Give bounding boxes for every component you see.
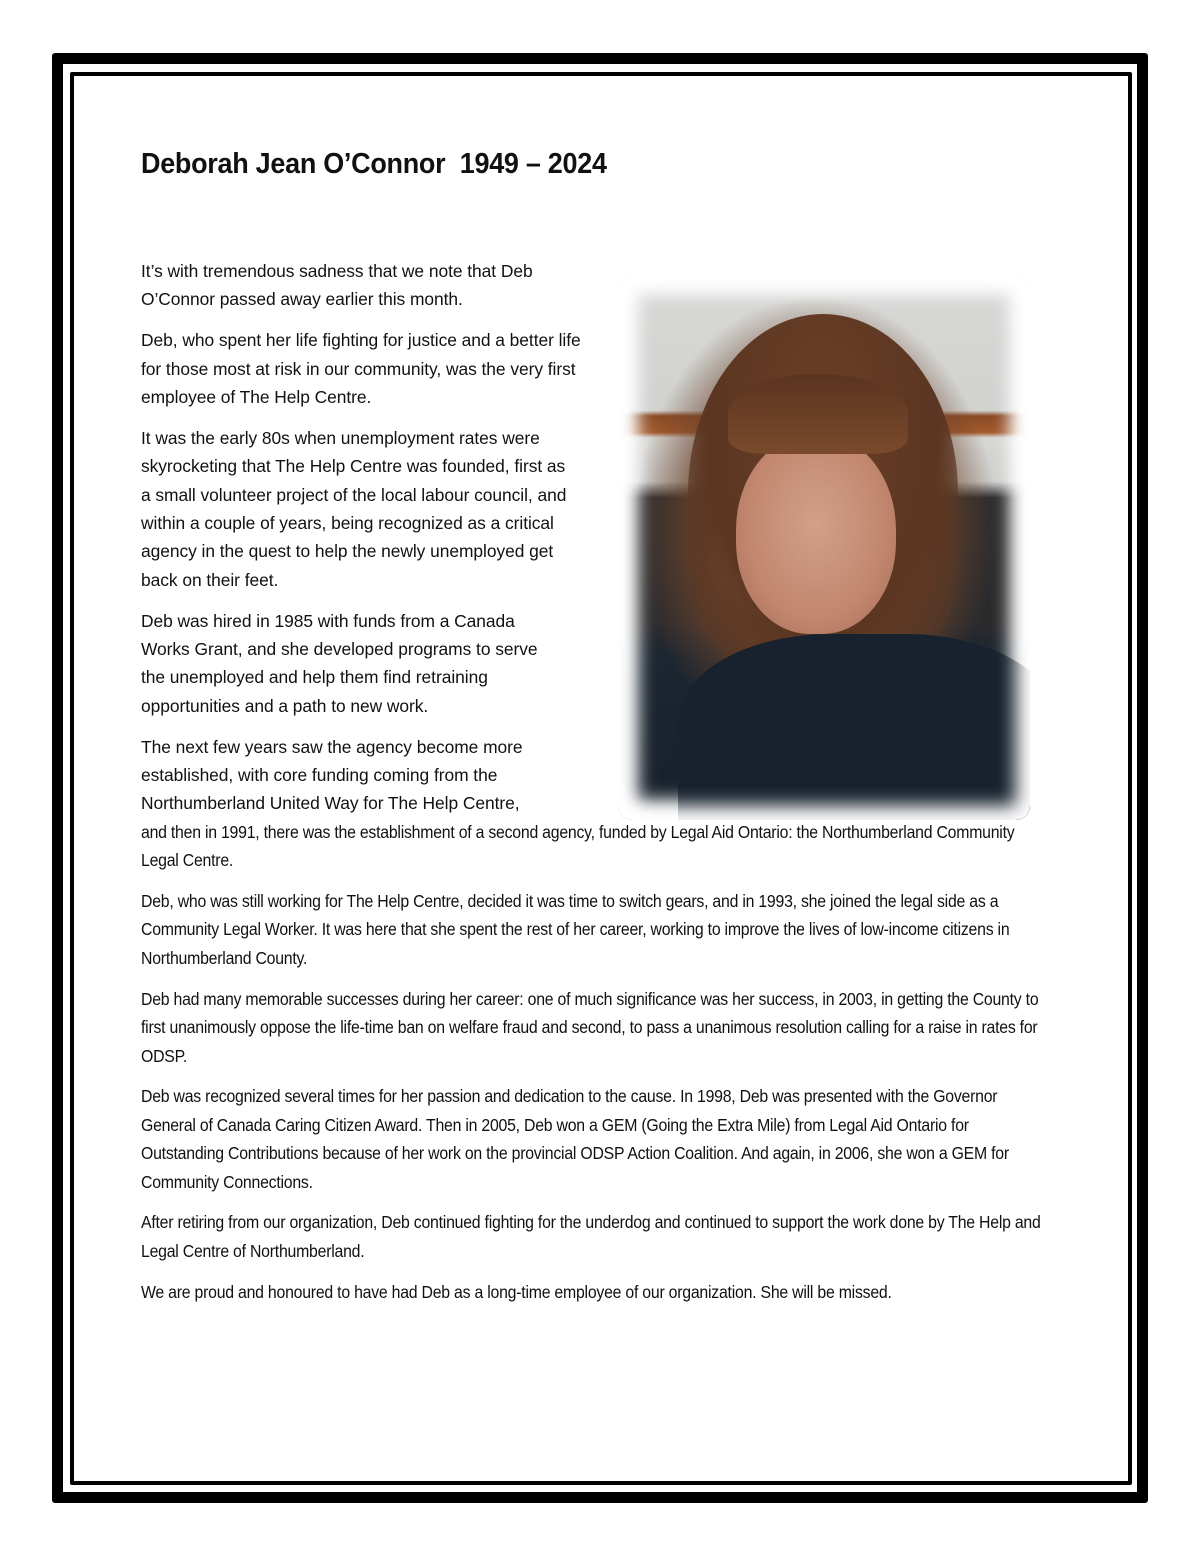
paragraph-awards: Deb was recognized several times for her passion and dedication to the cause. In 1998, Deb was presented with the Governor General of Canada Caring Citizen Award. Then in 2005, Deb won a GEM (Going the Extra Mile) from Legal Aid Ontario for Outstanding Contributions because of her work on the provincial ODSP Action Coalition. And again, in 2006, she won a GEM for Community Connections. bbox=[141, 1086, 1009, 1192]
paragraph-intro: It’s with tremendous sadness that we note that Deb O’Connor passed away earlier this month. bbox=[141, 261, 533, 310]
paragraph-agency-growth-start: The next few years saw the agency become more established, with core funding coming from the Northumberland United Way for The Help Centre, bbox=[141, 736, 523, 814]
full-width-paragraphs bbox=[141, 818, 1053, 1306]
paragraph-retirement: After retiring from our organization, Deb continued fighting for the underdog and continued to support the work done by The Help and Legal Centre of Northumberland. bbox=[141, 1212, 1041, 1261]
paragraph-first-employee: Deb, who spent her life fighting for justice and a better life for those most at risk in our community, was the very first employee of The Help Centre. bbox=[141, 330, 581, 408]
memorial-body bbox=[141, 257, 1053, 1318]
paragraph-successes: Deb had many memorable successes during her career: one of much significance was her success, in 2003, in getting the County to first unanimously oppose the life-time ban on welfare fraud and second, to pass a unanimous resolution calling for a raise in rates for ODSP. bbox=[141, 988, 1039, 1066]
paragraph-legal-worker: Deb, who was still working for The Help Centre, decided it was time to switch gears, and in 1993, she joined the legal side as a Community Legal Worker. It was here that she spent the rest of her career, working to improve the lives of low-income citizens in Northumberland County. bbox=[141, 891, 1010, 968]
narrow-column-paragraphs bbox=[141, 257, 1053, 818]
memorial-page bbox=[141, 140, 1053, 1302]
page-title: Deborah Jean O’Connor 1949 – 2024 bbox=[141, 148, 607, 180]
paragraph-agency-growth-end: and then in 1991, there was the establishment of a second agency, funded by Legal Aid Ontario: the Northumberland Community Legal Centre. bbox=[141, 821, 1015, 871]
paragraph-hired-1985: Deb was hired in 1985 with funds from a Canada Works Grant, and she developed programs to serve the unemployed and help them find retraining opportunities and a path to new work. bbox=[141, 610, 538, 716]
paragraph-closing: We are proud and honoured to have had Deb as a long-time employee of our organization. She will be missed. bbox=[141, 1281, 892, 1302]
paragraph-founding: It was the early 80s when unemployment rates were skyrocketing that The Help Centre was founded, first as a small volunteer project of the local labour council, and within a couple of years, being recognized as a critical agency in the quest to help the newly unemployed get back on their feet. bbox=[141, 427, 567, 590]
